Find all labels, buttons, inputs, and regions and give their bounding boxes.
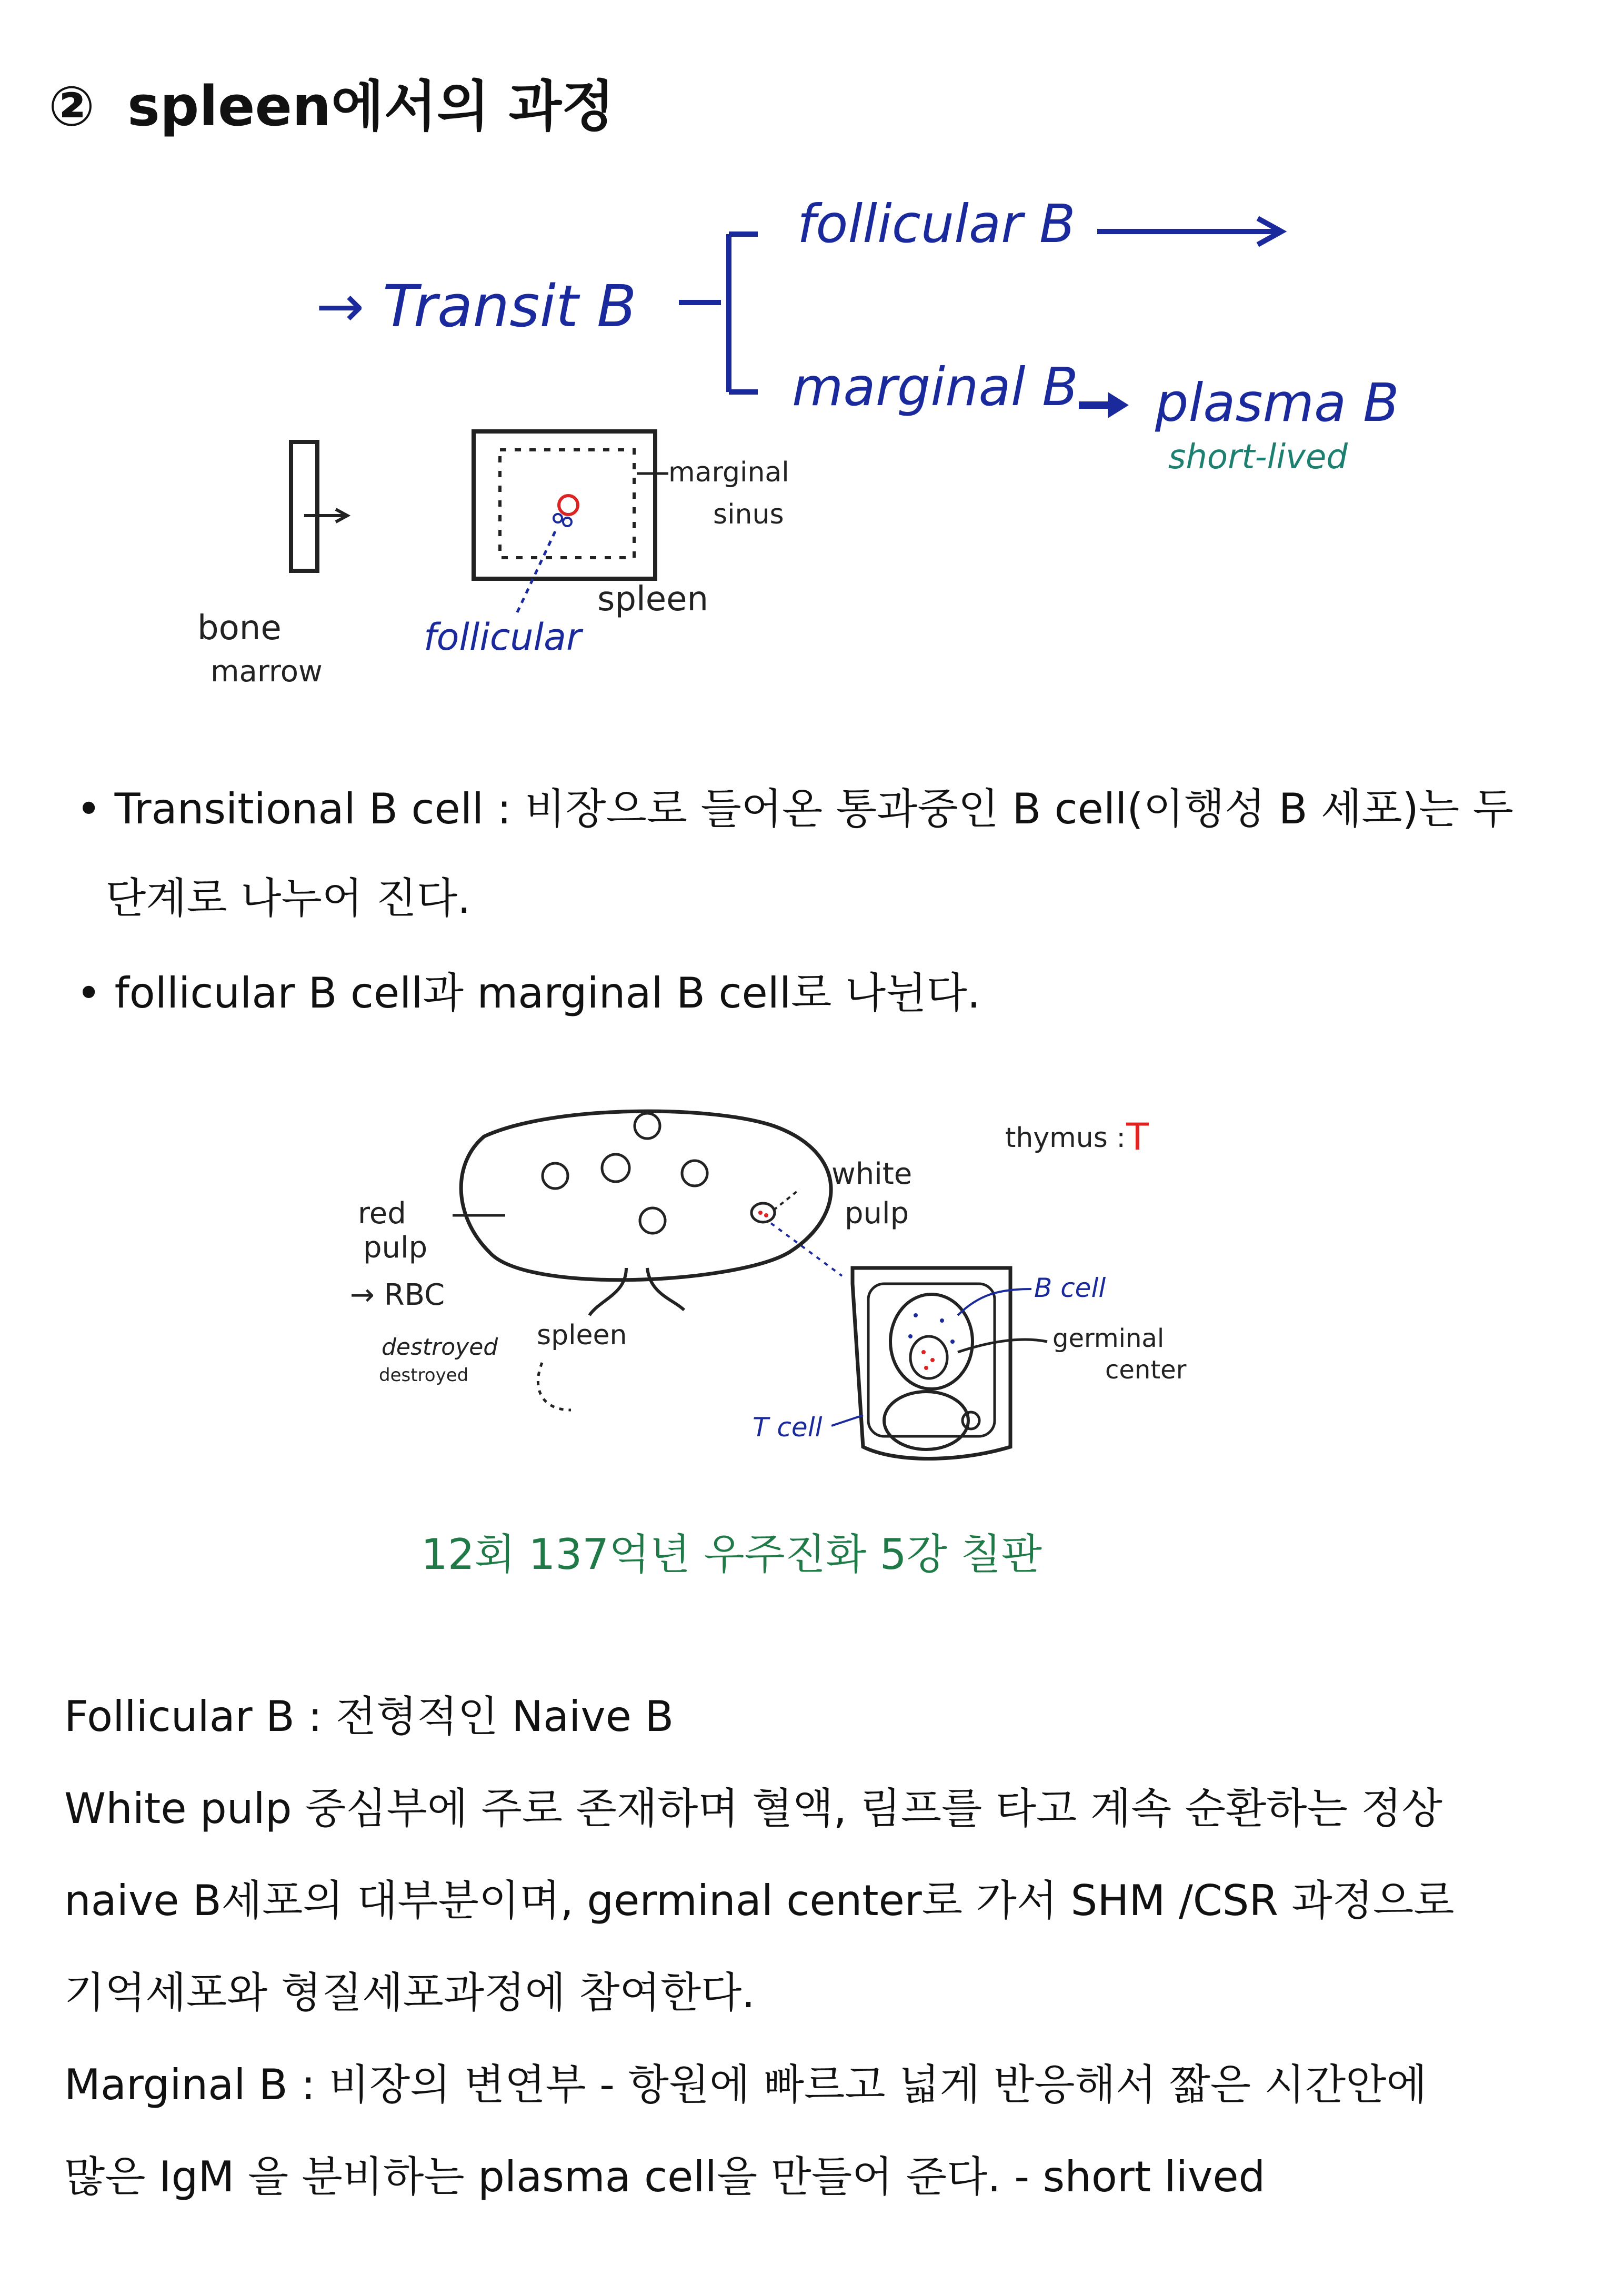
transit-b-label: → Transit B bbox=[316, 273, 637, 340]
figure-caption: 12회 137억년 우주진화 5강 칠판 bbox=[421, 1530, 1042, 1579]
thymus-t-label: T bbox=[1126, 1115, 1149, 1159]
destroyed-handwritten: destroyed bbox=[382, 1334, 498, 1361]
pulp-label: pulp bbox=[845, 1196, 909, 1231]
t-cell-label: T cell bbox=[753, 1412, 823, 1443]
paragraph-line-5: Marginal B : 비장의 변연부 - 항원에 빠르고 넓게 반응해서 짧은 시간안에 bbox=[64, 2060, 1427, 2109]
follicular-label: follicular bbox=[424, 616, 582, 659]
rbc-label: → RBC bbox=[350, 1278, 445, 1312]
paragraph-line-1: Follicular B : 전형적인 Naive B bbox=[64, 1692, 674, 1741]
b-cell-label: B cell bbox=[1034, 1273, 1106, 1303]
marginal-label: marginal bbox=[668, 457, 789, 488]
section-heading bbox=[48, 62, 615, 141]
bullet-1-line-1: • Transitional B cell : 비장으로 들어온 통과중인 B cell(이행성 B 세포)는 두 bbox=[76, 784, 1513, 833]
marginal-b-label: marginal B bbox=[792, 356, 1078, 418]
paragraph-line-4: 기억세포와 형질세포과정에 참여한다. bbox=[64, 1968, 755, 2017]
short-lived-label: short-lived bbox=[1168, 438, 1348, 477]
spleen-label: spleen bbox=[597, 580, 709, 619]
center-label: center bbox=[1105, 1355, 1187, 1385]
marrow-label: marrow bbox=[210, 654, 323, 689]
sinus-label: sinus bbox=[713, 499, 784, 530]
paragraph-line-6: 많은 IgM 을 분비하는 plasma cell을 만들어 준다. - short lived bbox=[64, 2152, 1266, 2201]
white-label: white bbox=[831, 1157, 913, 1191]
germinal-label: germinal bbox=[1052, 1324, 1165, 1353]
plasma-b-label: plasma B bbox=[1155, 372, 1399, 434]
marginal-sinus-dashed bbox=[500, 450, 634, 558]
red-label: red bbox=[358, 1196, 406, 1231]
bone-marrow-shape bbox=[291, 442, 317, 571]
heading-number: ② bbox=[48, 74, 95, 138]
paragraph-line-3: naive B세포의 대부분이며, germinal center로 가서 SHM /CSR 과정으로 bbox=[64, 1876, 1455, 1925]
thymus-label: thymus : bbox=[1005, 1122, 1126, 1154]
bullet-1-line-2: 단계로 나누어 진다. bbox=[105, 874, 471, 923]
red-cell-icon bbox=[559, 496, 578, 515]
heading-text: spleen에서의 과정 bbox=[127, 74, 615, 138]
red-pulp-label: pulp bbox=[363, 1231, 428, 1265]
destroyed-label: destroyed bbox=[379, 1365, 469, 1386]
b-cell-follicle bbox=[890, 1294, 973, 1389]
transit-b-diagram bbox=[0, 174, 1624, 726]
paragraph-line-2: White pulp 중심부에 주로 존재하며 혈액, 림프를 타고 계속 순환하는 정상 bbox=[64, 1784, 1442, 1833]
germinal-center-shape bbox=[910, 1336, 947, 1378]
spleen-hilum bbox=[589, 1268, 684, 1315]
bone-label: bone bbox=[197, 609, 282, 648]
t-cell-zone bbox=[884, 1392, 968, 1449]
follicular-b-label: follicular B bbox=[797, 193, 1076, 255]
white-pulp-marker bbox=[751, 1203, 775, 1222]
bullet-2-line-1: • follicular B cell과 marginal B cell로 나뉜다. bbox=[76, 969, 981, 1018]
spleen-structure-diagram bbox=[0, 1094, 1624, 1473]
spleen-body-outline bbox=[461, 1111, 831, 1280]
follicular-arrow-icon bbox=[1097, 218, 1281, 245]
marginal-arrow-icon bbox=[1079, 392, 1129, 418]
spleen-label-2: spleen bbox=[537, 1320, 627, 1351]
